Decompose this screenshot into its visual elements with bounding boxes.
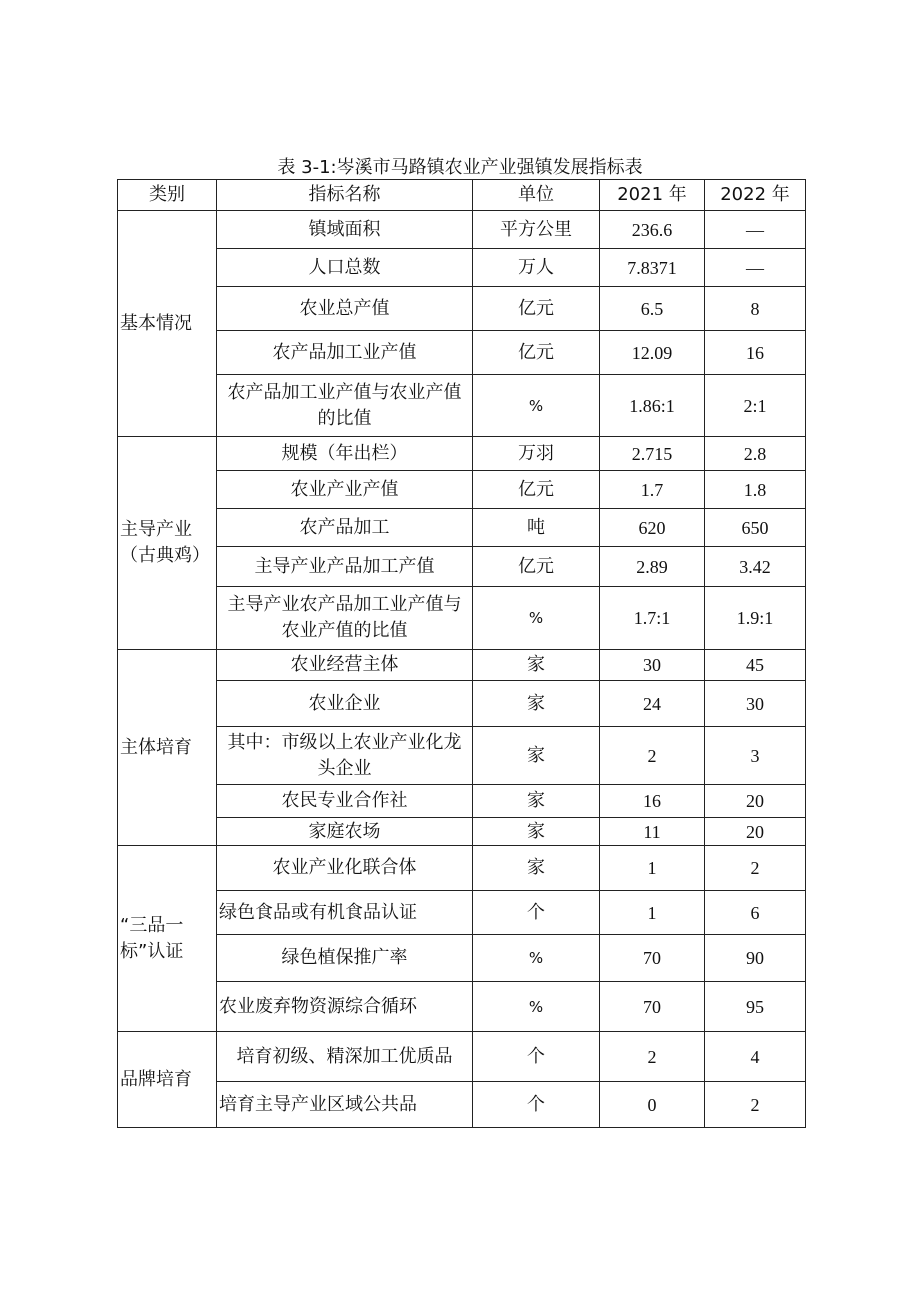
value-2021: 1.7:1 (600, 587, 705, 650)
value-2022: 30 (705, 681, 806, 727)
table-row (118, 650, 806, 681)
indicator-name: 农民专业合作社 (217, 785, 473, 818)
indicator-name: 绿色植保推广率 (217, 935, 473, 982)
indicator-unit: % (473, 587, 600, 650)
indicator-name: 农产品加工 (217, 509, 473, 547)
table-row (118, 547, 806, 587)
value-2021: 70 (600, 982, 705, 1032)
indicator-unit: % (473, 982, 600, 1032)
indicator-unit: 吨 (473, 509, 600, 547)
indicator-unit: 亿元 (473, 547, 600, 587)
table-row (118, 935, 806, 982)
value-2021: 30 (600, 650, 705, 681)
indicator-name: 规模（年出栏） (217, 437, 473, 471)
value-2021: 12.09 (600, 331, 705, 375)
indicator-unit: 家 (473, 681, 600, 727)
value-2021: 16 (600, 785, 705, 818)
value-2021: 11 (600, 818, 705, 846)
value-2022: 1.8 (705, 471, 806, 509)
indicator-unit: 家 (473, 785, 600, 818)
table-row (118, 982, 806, 1032)
table-row (118, 727, 806, 785)
indicator-name: 绿色食品或有机食品认证 (217, 891, 473, 935)
indicator-unit: 万人 (473, 249, 600, 287)
table-row (118, 287, 806, 331)
indicator-name: 镇域面积 (217, 211, 473, 249)
indicator-unit: 亿元 (473, 331, 600, 375)
category-certification: “三品一标”认证 (118, 846, 217, 1032)
indicator-name: 农业企业 (217, 681, 473, 727)
value-2022: 90 (705, 935, 806, 982)
value-2022: 95 (705, 982, 806, 1032)
table-row (118, 681, 806, 727)
header-indicator-name: 指标名称 (217, 180, 473, 211)
indicator-unit: 家 (473, 818, 600, 846)
table-row (118, 785, 806, 818)
table-row (118, 587, 806, 650)
header-unit: 单位 (473, 180, 600, 211)
table-row (118, 471, 806, 509)
value-2021: 620 (600, 509, 705, 547)
value-2021: 1 (600, 891, 705, 935)
value-2022: 20 (705, 785, 806, 818)
value-2021: 236.6 (600, 211, 705, 249)
value-2021: 2 (600, 1032, 705, 1082)
table-row (118, 331, 806, 375)
value-2021: 2 (600, 727, 705, 785)
table-row (118, 375, 806, 437)
value-2022: — (705, 249, 806, 287)
indicator-unit: 亿元 (473, 471, 600, 509)
value-2022: 6 (705, 891, 806, 935)
table-row (118, 1032, 806, 1082)
header-row (118, 180, 806, 211)
value-2022: 3.42 (705, 547, 806, 587)
indicator-name: 农业产业产值 (217, 471, 473, 509)
table-row (118, 818, 806, 846)
category-leading-industry: 主导产业（古典鸡） (118, 437, 217, 650)
table-row (118, 509, 806, 547)
indicator-name: 农业经营主体 (217, 650, 473, 681)
value-2022: 45 (705, 650, 806, 681)
indicator-unit: 亿元 (473, 287, 600, 331)
value-2022: — (705, 211, 806, 249)
indicator-name: 农产品加工业产值与农业产值的比值 (217, 375, 473, 437)
indicator-name: 农产品加工业产值 (217, 331, 473, 375)
indicator-name: 农业产业化联合体 (217, 846, 473, 891)
indicator-unit: 个 (473, 1082, 600, 1128)
indicator-unit: 家 (473, 727, 600, 785)
value-2022: 20 (705, 818, 806, 846)
indicator-unit: 家 (473, 846, 600, 891)
category-entity-cultivation: 主体培育 (118, 650, 217, 846)
value-2022: 2:1 (705, 375, 806, 437)
indicator-name: 主导产业产品加工产值 (217, 547, 473, 587)
value-2022: 2 (705, 846, 806, 891)
indicator-unit: % (473, 935, 600, 982)
value-2022: 650 (705, 509, 806, 547)
value-2021: 1 (600, 846, 705, 891)
value-2021: 0 (600, 1082, 705, 1128)
header-category: 类别 (118, 180, 217, 211)
value-2021: 24 (600, 681, 705, 727)
header-2021: 2021 年 (600, 180, 705, 211)
value-2021: 2.89 (600, 547, 705, 587)
value-2022: 2 (705, 1082, 806, 1128)
value-2021: 6.5 (600, 287, 705, 331)
table-row (118, 211, 806, 249)
indicator-unit: 家 (473, 650, 600, 681)
indicator-name: 培育主导产业区域公共品 (217, 1082, 473, 1128)
category-brand-cultivation: 品牌培育 (118, 1032, 217, 1128)
indicator-unit: % (473, 375, 600, 437)
indicator-name: 农业总产值 (217, 287, 473, 331)
table-row (118, 1082, 806, 1128)
indicator-table (117, 179, 806, 1128)
indicator-unit: 平方公里 (473, 211, 600, 249)
table-row (118, 437, 806, 471)
indicator-name: 培育初级、精深加工优质品 (217, 1032, 473, 1082)
value-2022: 4 (705, 1032, 806, 1082)
indicator-unit: 个 (473, 1032, 600, 1082)
indicator-name: 人口总数 (217, 249, 473, 287)
table-row (118, 891, 806, 935)
indicator-name: 主导产业农产品加工业产值与农业产值的比值 (217, 587, 473, 650)
table-row (118, 846, 806, 891)
value-2022: 2.8 (705, 437, 806, 471)
indicator-name: 家庭农场 (217, 818, 473, 846)
category-basic: 基本情况 (118, 211, 217, 437)
indicator-unit: 个 (473, 891, 600, 935)
table-row (118, 249, 806, 287)
value-2021: 1.7 (600, 471, 705, 509)
value-2022: 1.9:1 (705, 587, 806, 650)
indicator-name: 其中：市级以上农业产业化龙头企业 (217, 727, 473, 785)
table-caption: 表 3-1:岑溪市马路镇农业产业强镇发展指标表 (277, 157, 643, 178)
value-2022: 8 (705, 287, 806, 331)
value-2021: 7.8371 (600, 249, 705, 287)
value-2022: 16 (705, 331, 806, 375)
value-2021: 1.86:1 (600, 375, 705, 437)
indicator-name: 农业废弃物资源综合循环 (217, 982, 473, 1032)
value-2021: 70 (600, 935, 705, 982)
indicator-unit: 万羽 (473, 437, 600, 471)
value-2021: 2.715 (600, 437, 705, 471)
header-2022: 2022 年 (705, 180, 806, 211)
value-2022: 3 (705, 727, 806, 785)
